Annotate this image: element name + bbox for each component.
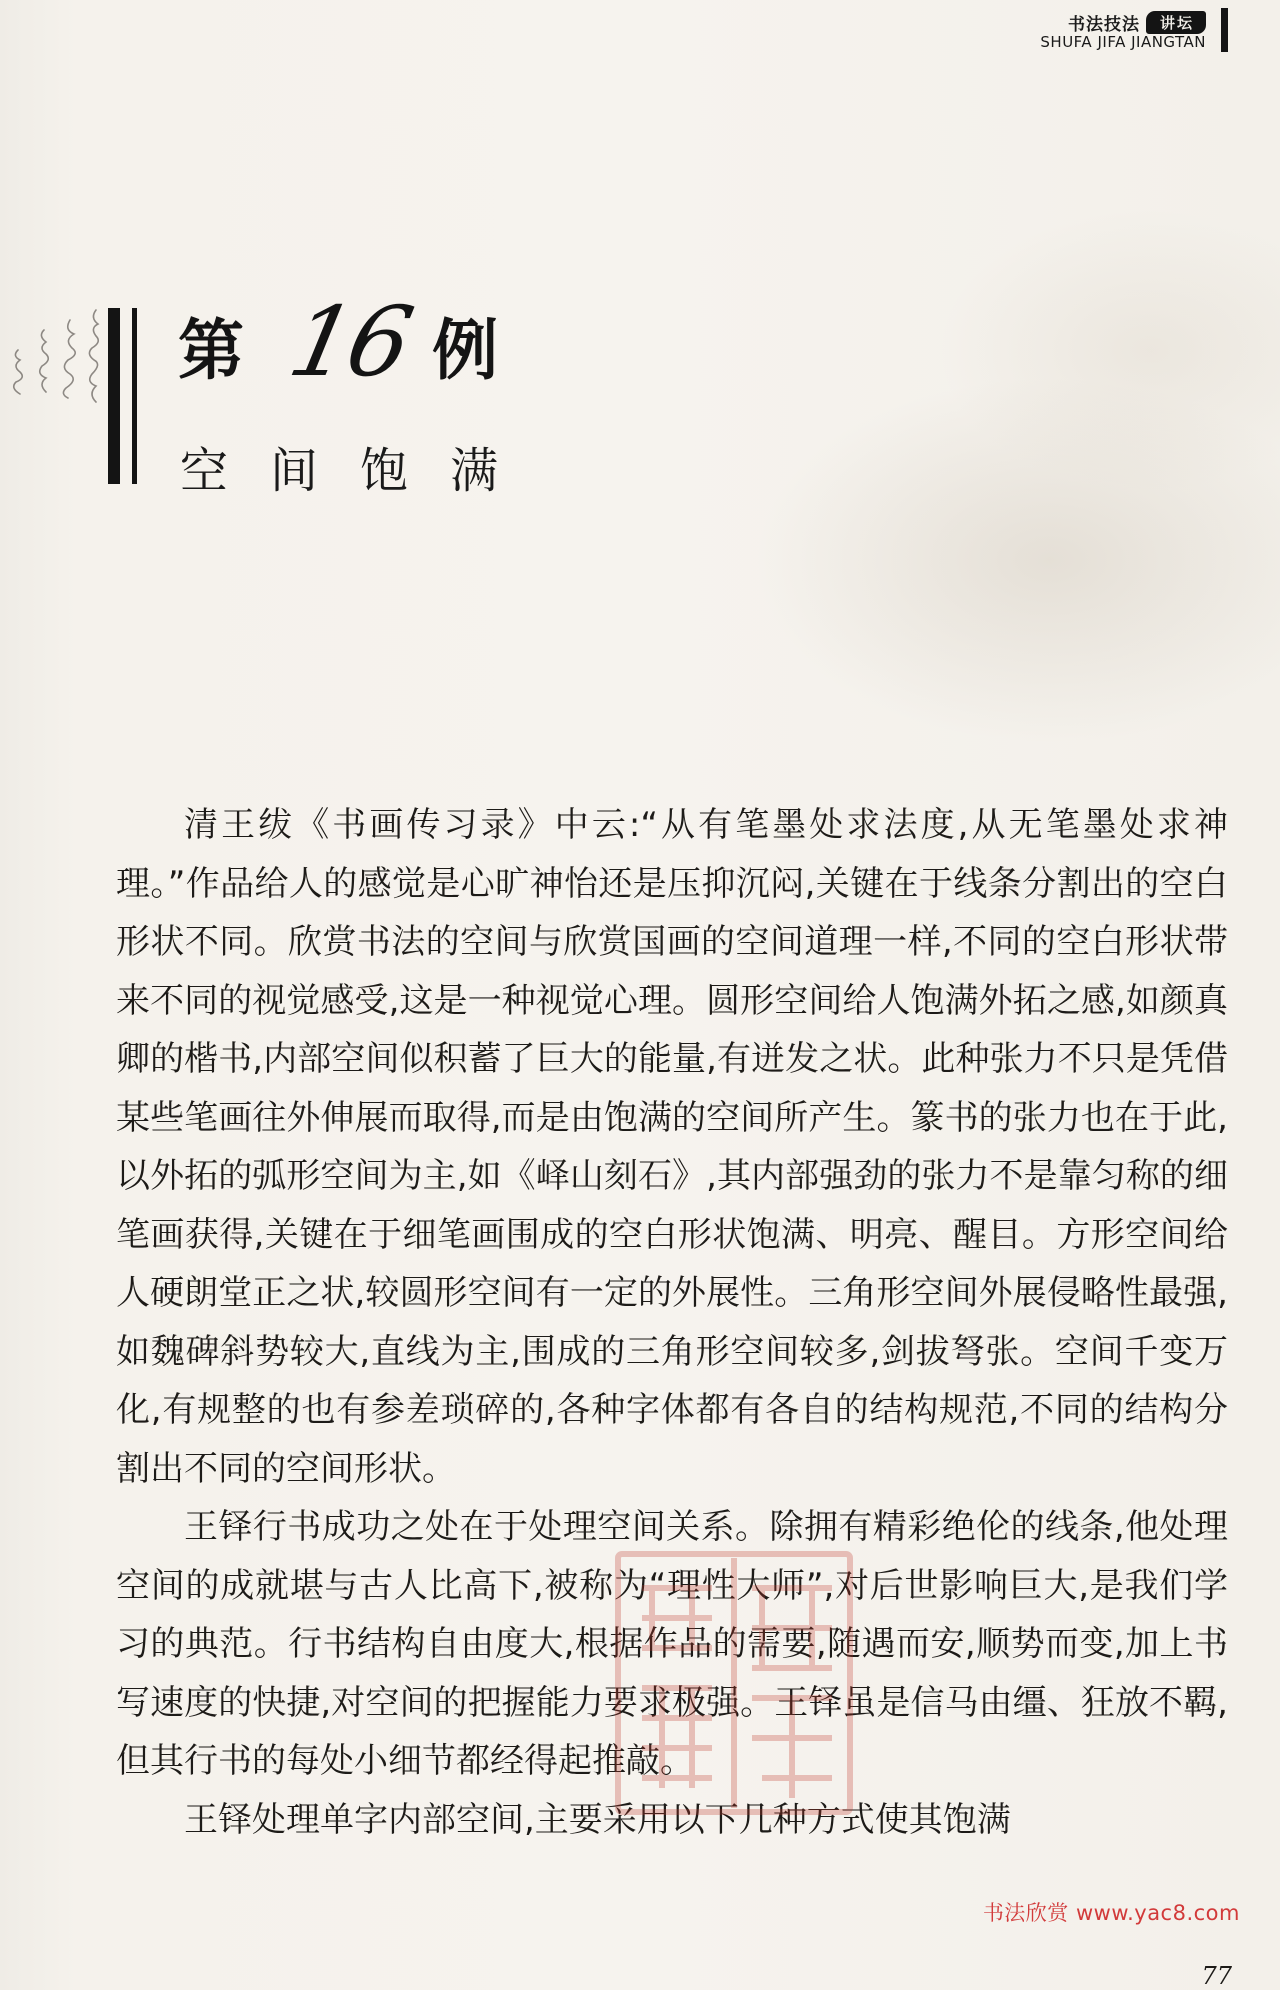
title-suffix: 例 bbox=[432, 311, 499, 389]
seal-stamp bbox=[612, 1548, 856, 1818]
chapter-title bbox=[178, 286, 499, 398]
paragraph: 王铎行书成功之处在于处理空间关系。除拥有精彩绝伦的线条,他处理空间的成就堪与古人比高下,被称为“理性大师”,对后世影响巨大,是我们学习的典范。行书结构自由度大,根据作品的需要,随遇而安,顺势而变,加上书写速度的快捷,对空间的把握能力要求极强。王铎虽是信马由缰、狂放不羁,但其行书的每处小细节都经得起推敲。 bbox=[116, 1507, 1228, 1781]
running-header bbox=[928, 8, 1228, 54]
title-number: 16 bbox=[280, 286, 419, 398]
header-bar bbox=[1221, 8, 1228, 52]
title-bar-thick bbox=[108, 308, 120, 484]
title-bar-thin bbox=[132, 308, 137, 484]
page-number: 77 bbox=[1201, 1962, 1232, 1990]
chapter-subtitle: 空间饱满 bbox=[180, 443, 541, 499]
header-title-row bbox=[1068, 10, 1206, 35]
title-bars bbox=[108, 308, 148, 484]
margin-handwriting bbox=[0, 300, 110, 500]
paragraph: 王铎处理单字内部空间,主要采用以下几种方式使其饱满 bbox=[184, 1799, 1011, 1840]
header-badge: 讲坛 bbox=[1146, 11, 1206, 34]
paragraph: 清王绂《书画传习录》中云:“从有笔墨处求法度,从无笔墨处求神理。”作品给人的感觉是心旷神怡还是压抑沉闷,关键在于线条分割出的空白形状不同。欣赏书法的空间与欣赏国画的空间道理一样,不同的空白形状带来不同的视觉感受,这是一种视觉心理。圆形空间给人饱满外拓之感,如颜真卿的楷书,内部空间似积蓄了巨大的能量,有迸发之状。此种张力不只是凭借某些笔画往外伸展而取得,而是由饱满的空间所产生。篆书的张力也在于此,以外拓的弧形空间为主,如《峄山刻石》,其内部强劲的张力不是靠匀称的细笔画获得,关键在于细笔画围成的空白形状饱满、明亮、醒目。方形空间给人硬朗堂正之状,较圆形空间有一定的外展性。三角形空间外展侵略性最强,如魏碑斜势较大,直线为主,围成的三角形空间较多,剑拔弩张。空间千变万化,有规整的也有参差琐碎的,各种字体都有各自的结构规范,不同的结构分割出不同的空间形状。 bbox=[116, 805, 1228, 1489]
title-prefix: 第 bbox=[178, 311, 244, 389]
header-cn-title: 书法技法 bbox=[1067, 15, 1140, 35]
watermark: 书法欣赏 www.yac8.com bbox=[982, 1901, 1240, 1925]
header-en-title: SHUFA JIFA JIANGTAN bbox=[1040, 33, 1206, 51]
